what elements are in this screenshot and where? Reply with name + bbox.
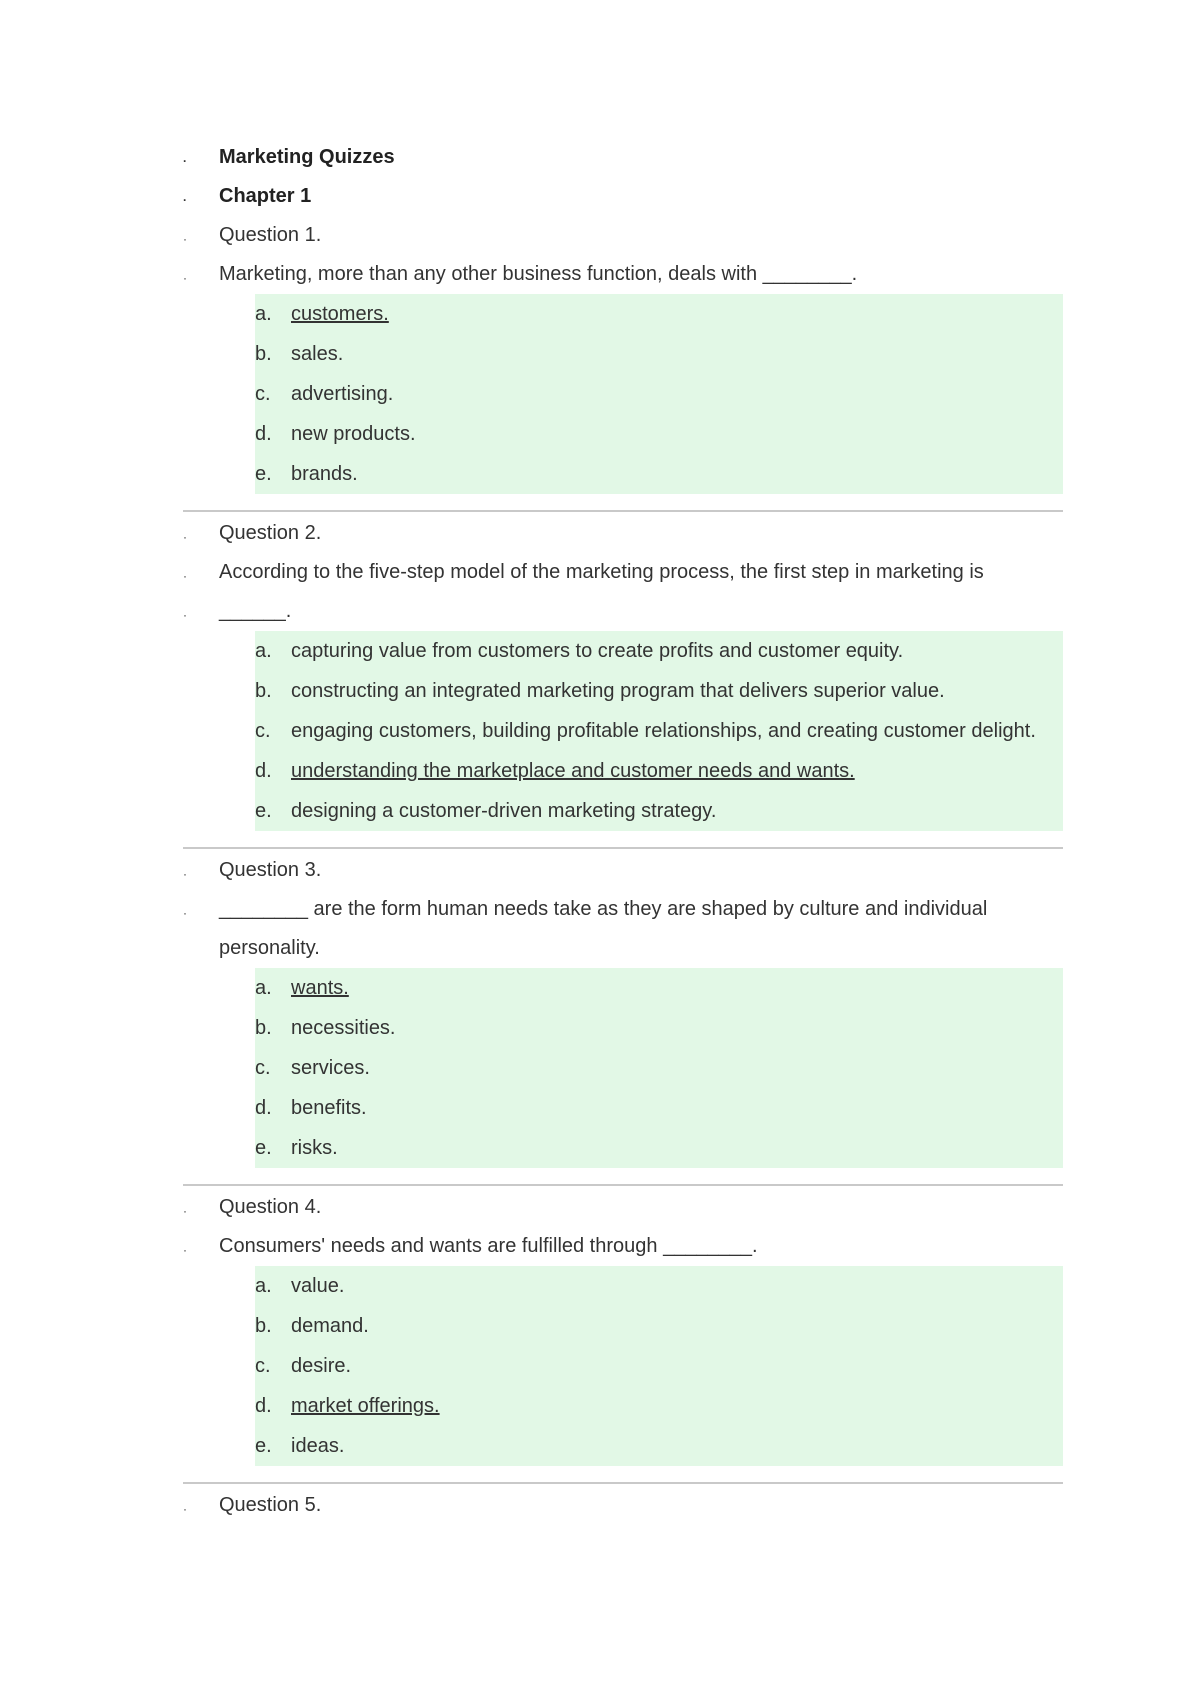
option-letter: e. [255,1137,272,1159]
bullet-marker: · [183,569,187,583]
quiz-content [183,138,1063,1525]
option-text: capturing value from customers to create profits and customer equity. [291,640,904,662]
answer-option [255,414,1063,454]
question-stem: Consumers' needs and wants are fulfilled through ________. [219,1235,758,1257]
bullet-marker: · [183,906,187,920]
option-letter: c. [255,1355,271,1377]
answer-option [255,1266,1063,1306]
option-letter: e. [255,800,272,822]
option-letter: a. [255,303,272,325]
answer-option [255,791,1063,831]
bullet-marker: · [183,232,187,246]
option-letter: a. [255,1275,272,1297]
option-letter: c. [255,1057,271,1079]
option-letter: b. [255,1315,272,1337]
bullet-marker: · [183,1243,187,1257]
option-letter: d. [255,423,272,445]
bullet-marker: · [183,1502,187,1516]
question-stem: Marketing, more than any other business function, deals with ________. [219,263,858,285]
option-text: new products. [291,423,416,445]
option-text: necessities. [291,1017,396,1039]
option-letter: b. [255,680,272,702]
option-text-correct: market offerings. [291,1395,440,1417]
question-stem: According to the five-step model of the marketing process, the first step in marketing is [219,561,984,583]
option-text: value. [291,1275,345,1297]
answer-options [255,1266,1063,1466]
question-label-line [183,1486,1063,1525]
answer-option [255,454,1063,494]
option-text: benefits. [291,1097,367,1119]
option-text: risks. [291,1137,338,1159]
answer-options [255,968,1063,1168]
option-text: ideas. [291,1435,345,1457]
question-stem-line [183,1227,1063,1266]
document-title-line [183,138,1063,177]
answer-option [255,968,1063,1008]
document-title: Marketing Quizzes [219,146,395,168]
question-label: Question 2. [219,522,322,544]
option-letter: a. [255,640,272,662]
chapter-heading-line [183,177,1063,216]
question-label-line [183,216,1063,255]
answer-option [255,711,1063,751]
question-label-line [183,514,1063,553]
question-label-line [183,851,1063,890]
question-stem: ________ are the form human needs take as they are shaped by culture and individual personality. [219,898,988,959]
answer-option [255,1008,1063,1048]
answer-option [255,294,1063,334]
question-stem-line [183,553,1063,592]
bullet-marker: · [183,867,187,881]
option-text: services. [291,1057,370,1079]
answer-option [255,1426,1063,1466]
option-letter: b. [255,1017,272,1039]
answer-option [255,1386,1063,1426]
answer-option [255,631,1063,671]
bullet-marker: · [183,530,187,544]
option-text: advertising. [291,383,394,405]
answer-options [255,631,1063,831]
answer-option [255,1128,1063,1168]
question-divider [183,510,1063,512]
chapter-heading: Chapter 1 [219,185,312,207]
question-label: Question 3. [219,859,322,881]
question-label: Question 4. [219,1196,322,1218]
bullet-marker: · [183,154,187,168]
option-letter: d. [255,1097,272,1119]
option-text-correct: customers. [291,303,389,325]
question-label: Question 1. [219,224,322,246]
bullet-marker: · [183,271,187,285]
question-label-line [183,1188,1063,1227]
option-letter: c. [255,383,271,405]
answer-option [255,1088,1063,1128]
option-letter: d. [255,760,272,782]
bullet-marker: · [183,608,187,622]
question-stem-line [183,592,1063,631]
option-text: constructing an integrated marketing program that delivers superior value. [291,680,945,702]
answer-option [255,1048,1063,1088]
answer-option [255,1346,1063,1386]
option-text-correct: understanding the marketplace and customer needs and wants. [291,760,855,782]
question-divider [183,847,1063,849]
option-text: engaging customers, building profitable relationships, and creating customer delight. [291,720,1036,742]
question-stem-line [183,255,1063,294]
option-letter: d. [255,1395,272,1417]
question-stem-line [183,890,1063,968]
option-text: sales. [291,343,344,365]
bullet-marker: · [183,193,187,207]
answer-option [255,671,1063,711]
answer-option [255,1306,1063,1346]
answer-option [255,374,1063,414]
option-letter: b. [255,343,272,365]
option-text: brands. [291,463,358,485]
option-letter: e. [255,463,272,485]
option-letter: a. [255,977,272,999]
option-text: desire. [291,1355,352,1377]
question-stem: ______. [219,600,292,622]
option-letter: e. [255,1435,272,1457]
answer-option [255,751,1063,791]
option-text: demand. [291,1315,369,1337]
option-text: designing a customer-driven marketing strategy. [291,800,717,822]
bullet-marker: · [183,1204,187,1218]
option-text-correct: wants. [291,977,349,999]
answer-option [255,334,1063,374]
answer-options [255,294,1063,494]
question-divider [183,1482,1063,1484]
question-divider [183,1184,1063,1186]
question-label: Question 5. [219,1494,322,1516]
option-letter: c. [255,720,271,742]
